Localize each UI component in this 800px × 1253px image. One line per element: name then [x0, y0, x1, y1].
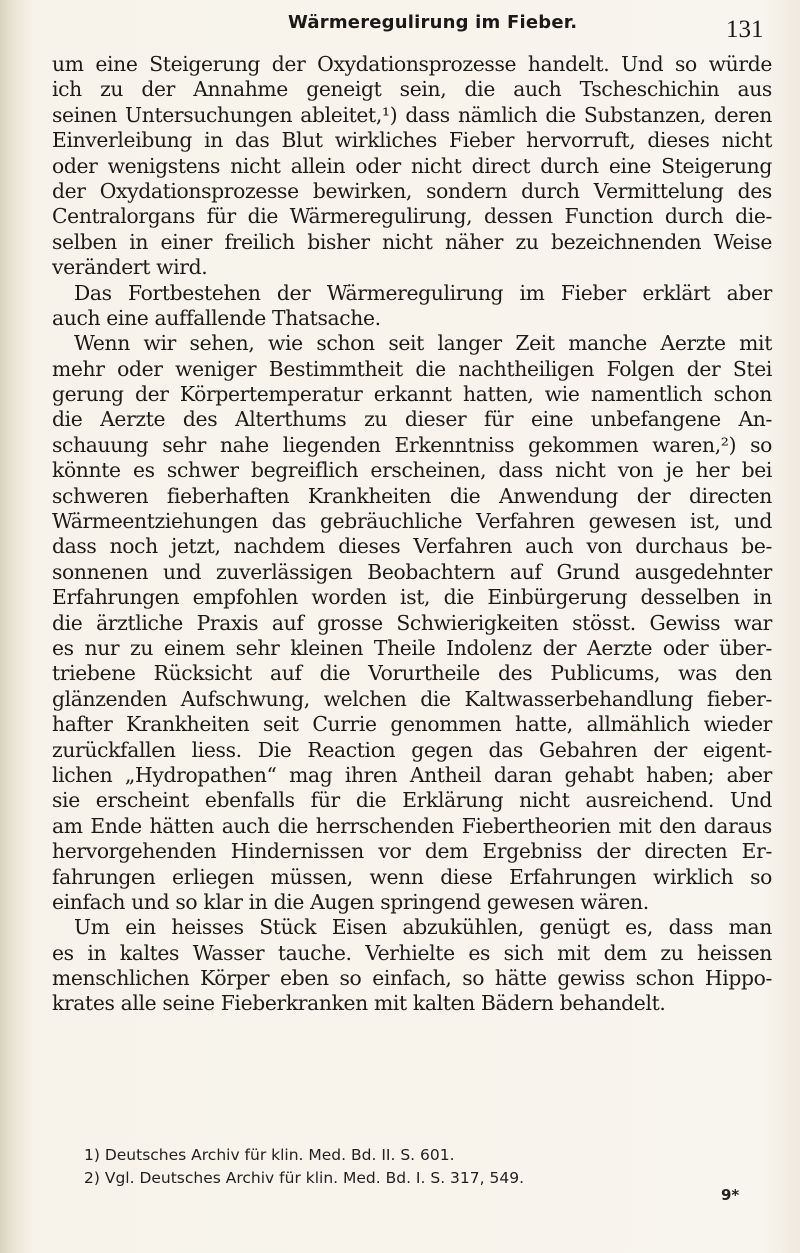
text-line: selben in einer freilich bisher nicht näher zu bezeichnenden Weise [52, 229, 772, 254]
text-line: der Oxydationsprozesse bewirken, sondern durch Vermittelung des [52, 178, 772, 203]
text-line: Wenn wir sehen, wie schon seit langer Zeit manche Aerzte mit [74, 331, 772, 356]
text-line: verändert wird. [52, 255, 208, 280]
text-line: ich zu der Annahme geneigt sein, die auch Tscheschichin aus [52, 77, 772, 102]
text-line: die ärztliche Praxis auf grosse Schwierigkeiten stösst. Gewiss war [52, 610, 772, 635]
text-line: Das Fortbestehen der Wärmeregulirung im Fieber erklärt aber [74, 280, 772, 305]
text-line: krates alle seine Fieberkranken mit kalten Bädern behandelt. [52, 991, 666, 1016]
text-line: Wärmeentziehungen das gebräuchliche Verfahren gewesen ist, und [52, 509, 772, 534]
text-line: menschlichen Körper eben so einfach, so hätte gewiss schon Hippo- [52, 966, 772, 991]
text-line: die Aerzte des Alterthums zu dieser für eine unbefangene An- [52, 407, 772, 432]
page-number: 131 [726, 16, 764, 43]
text-line: auch eine auffallende Thatsache. [52, 305, 381, 330]
text-line: lichen „Hydropathen“ mag ihren Antheil daran gehabt haben; aber [52, 762, 772, 787]
text-line: Erfahrungen empfohlen worden ist, die Einbürgerung desselben in [52, 585, 772, 610]
text-line: oder wenigstens nicht allein oder nicht direct durch eine Steigerung [52, 153, 772, 178]
text-line: sie erscheint ebenfalls für die Erklärung nicht ausreichend. Und [52, 788, 772, 813]
text-line: Um ein heisses Stück Eisen abzukühlen, genügt es, dass man [74, 915, 772, 940]
text-line: gerung der Körpertemperatur erkannt hatten, wie namentlich schon [52, 382, 772, 407]
text-line: dass noch jetzt, nachdem dieses Verfahren auch von durchaus be- [52, 534, 772, 559]
text-line: schauung sehr nahe liegenden Erkenntniss gekommen waren,²) so [52, 432, 772, 457]
text-line: zurückfallen liess. Die Reaction gegen das Gebahren der eigent- [52, 737, 772, 762]
text-line: Einverleibung in das Blut wirkliches Fieber hervorruft, dieses nicht [52, 128, 772, 153]
text-line: hervorgehenden Hindernissen vor dem Ergebniss der directen Er- [52, 839, 772, 864]
text-line: schweren fieberhaften Krankheiten die Anwendung der directen [52, 483, 772, 508]
footnote-2: 2) Vgl. Deutsches Archiv für klin. Med. Bd. I. S. 317, 549. [84, 1169, 525, 1187]
text-line: es nur zu einem sehr kleinen Theile Indolenz der Aerzte oder über- [52, 635, 772, 660]
text-line: könnte es schwer begreiflich erscheinen, dass nicht von je her bei [52, 458, 772, 483]
footnotes [84, 1144, 764, 1190]
text-line: um eine Steigerung der Oxydationsprozesse handelt. Und so würde [52, 52, 772, 76]
text-line: einfach und so klar in die Augen springend gewesen wären. [52, 889, 649, 914]
text-line: sonnenen und zuverlässigen Beobachtern auf Grund ausgedehnter [52, 559, 772, 584]
text-line: glänzenden Aufschwung, welchen die Kaltwasserbehandlung fieber- [52, 686, 772, 711]
signature-mark: 9* [721, 1186, 740, 1204]
text-line: seinen Untersuchungen ableitet,¹) dass nämlich die Substanzen, deren [52, 102, 772, 127]
running-head [0, 6, 800, 42]
footnote-1: 1) Deutsches Archiv für klin. Med. Bd. II. S. 601. [84, 1146, 455, 1164]
text-line: fahrungen erliegen müssen, wenn diese Erfahrungen wirklich so [52, 864, 772, 889]
text-line: triebene Rücksicht auf die Vorurtheile des Publicums, was den [52, 661, 772, 686]
body-text [52, 52, 772, 1017]
text-line: mehr oder weniger Bestimmtheit die nachtheiligen Folgen der Stei [52, 356, 772, 381]
text-line: hafter Krankheiten seit Currie genommen hatte, allmählich wieder [52, 712, 772, 737]
text-line: am Ende hätten auch die herrschenden Fiebertheorien mit den daraus [52, 813, 772, 838]
text-line: es in kaltes Wasser tauche. Verhielte es sich mit dem zu heissen [52, 940, 772, 965]
running-title: Wärmeregulirung im Fieber. [288, 12, 578, 33]
text-line: Centralorgans für die Wärmeregulirung, dessen Function durch die- [52, 204, 772, 229]
